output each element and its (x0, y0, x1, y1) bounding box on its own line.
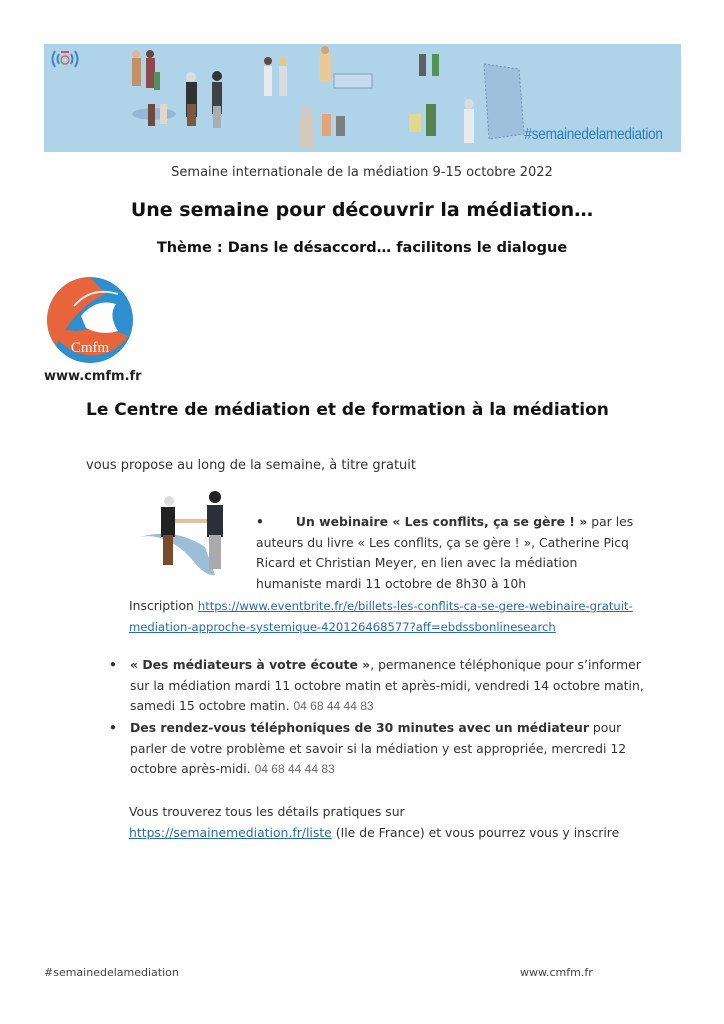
details-paragraph (129, 802, 649, 843)
inscription-label: Inscription (129, 598, 198, 613)
footer-website: www.cmfm.fr (520, 966, 593, 979)
list-item (109, 718, 649, 780)
semainemediation-link[interactable]: https://semainemediation.fr/liste (129, 824, 332, 840)
item-description: pour parler de votre problème et savoir si la médiation y est appropriée, mercredi 12 octobre après-midi. (130, 720, 627, 777)
item-title: « Des médiateurs à votre écoute » (130, 657, 371, 672)
eventbrite-link[interactable]: https://www.eventbrite.fr/e/billets-les-conflits-ca-se-gere-webinaire-gratuit-mediation-approche-systemique-420126468577?aff=ebdssbonlinesearch (129, 599, 633, 634)
svg-text:Cmfm: Cmfm (70, 340, 110, 356)
bullet-icon: • (109, 720, 117, 735)
webinar-title: Un webinaire « Les conflits, ça se gère ! » (295, 514, 588, 529)
inscription-line (129, 596, 649, 637)
theme-heading: Thème : Dans le désaccord… facilitons le dialogue (156, 240, 568, 256)
phone-number: 04 68 44 44 83 (293, 699, 374, 714)
webinar-item (256, 512, 646, 595)
intro-text: vous propose au long de la semaine, à titre gratuit (86, 458, 417, 473)
cmfm-logo-icon (46, 276, 134, 364)
bullet-icon: • (109, 657, 117, 672)
details-after-link: (Ile de France) et vous pourrez vous y inscrire (331, 824, 620, 840)
footer-hashtag: #semainedelamediation (44, 966, 179, 979)
header-banner-illustration (44, 44, 681, 152)
details-intro: Vous trouverez tous les détails pratiques sur (129, 804, 405, 819)
website-label: www.cmfm.fr (44, 369, 142, 384)
item-description: , permanence téléphonique pour s’informer sur la médiation mardi 11 octobre matin et après-midi, vendredi 14 octobre matin, samedi 15 octobre matin. (130, 657, 644, 714)
event-subtitle: Semaine internationale de la médiation 9-15 octobre 2022 (171, 165, 553, 180)
banner-hashtag: #semainedelamediation (524, 126, 663, 143)
organization-heading: Le Centre de médiation et de formation à la médiation (86, 400, 609, 420)
webinar-description: par les auteurs du livre « Les conflits, ça se gère ! », Catherine Picq Ricard et Christian Meyer, en lien avec la médiation humaniste mardi 11 octobre de 8h30 à 10h (256, 514, 634, 592)
phone-number: 04 68 44 44 83 (254, 762, 335, 777)
radio-waves-icon (49, 48, 81, 70)
handshake-illustration (135, 487, 235, 582)
page-title: Une semaine pour découvrir la médiation… (130, 199, 594, 221)
list-item (109, 655, 649, 717)
bullet-icon: • (256, 514, 264, 529)
item-title: Des rendez-vous téléphoniques de 30 minutes avec un médiateur (130, 720, 589, 735)
people-illustration (124, 44, 584, 152)
